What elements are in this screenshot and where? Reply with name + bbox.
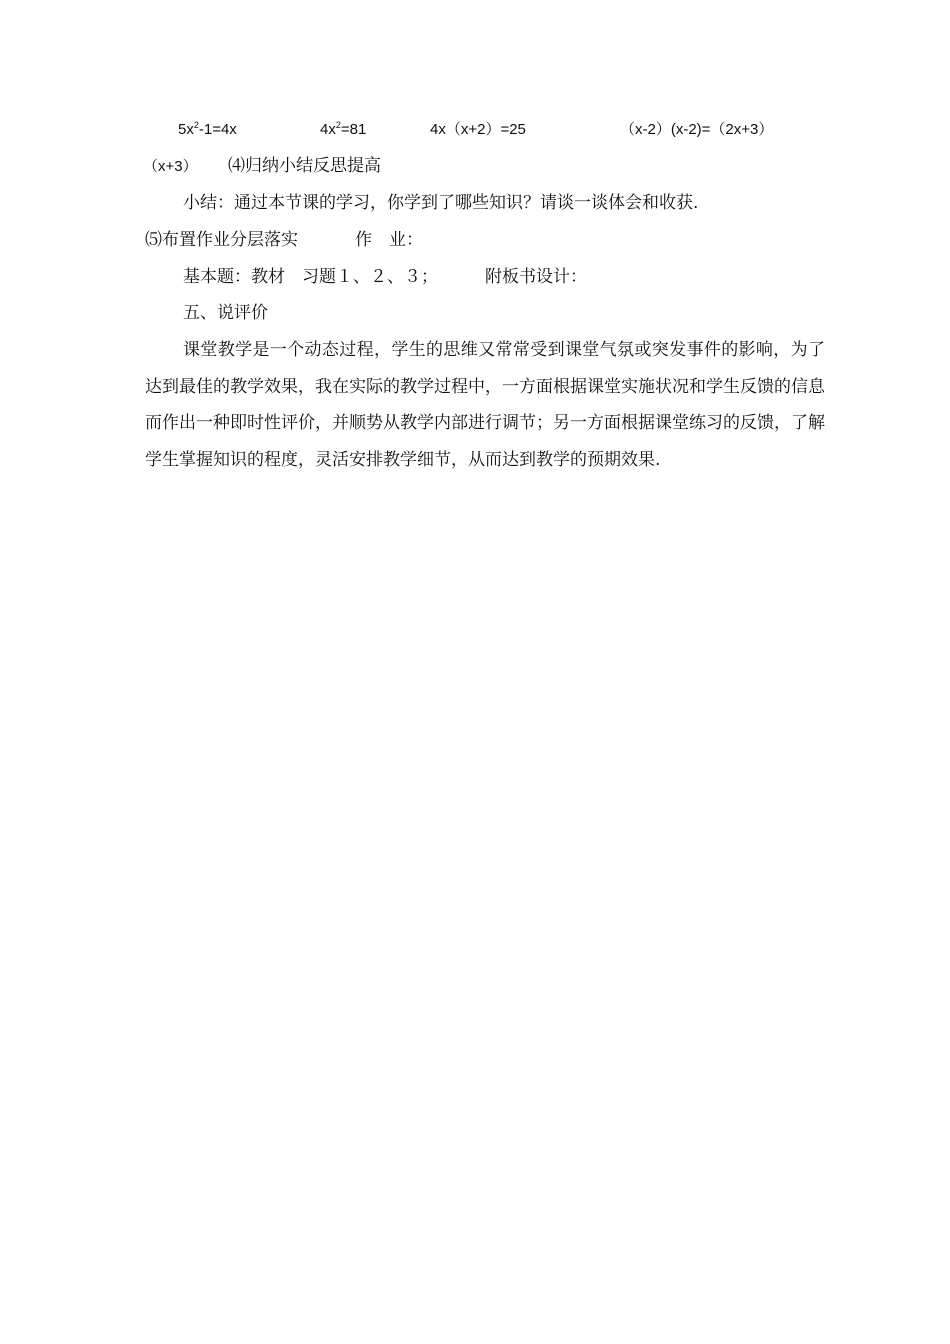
equation-2-exponent: 2 — [335, 120, 341, 130]
evaluation-paragraph: 课堂教学是一个动态过程，学生的思维又常常受到课堂气氛或突发事件的影响，为了达到最佳的教学效果，我在实际的教学过程中，一方面根据课堂实施状况和学生反馈的信息而作出一种即时性评价，并顺势从教学内部进行调节；另一方面根据课堂练习的反馈，了解学生掌握知识的程度，灵活安排教学细节，从而达到教学的预期效果. — [145, 340, 825, 470]
step5-heading: ⑸布置作业分层落实 — [145, 230, 298, 250]
basic-tasks: 基本题：教材 习题１、２、３； — [183, 267, 438, 287]
board-design-label: 附板书设计： — [485, 267, 587, 287]
equation-4: （x-2）(x-2)=（2x+3） — [620, 121, 774, 138]
equation-1-base: 5x — [178, 121, 194, 138]
summary-text: 小结：通过本节课的学习，你学到了哪些知识？请谈一谈体会和收获. — [183, 193, 699, 213]
step4-heading: ⑷归纳小结反思提高 — [228, 156, 381, 176]
equation-1-exponent: 2 — [193, 120, 199, 130]
equation-1 — [178, 118, 237, 142]
equation-4-continuation: （x+3） — [143, 158, 198, 175]
equation-2 — [320, 118, 366, 142]
equation-1-rest: -1=4x — [198, 121, 237, 138]
homework-label: 作 业： — [355, 230, 423, 250]
equation-2-base: 4x — [320, 121, 336, 138]
equation-3: 4x（x+2）=25 — [430, 121, 526, 138]
section-5-title: 五、说评价 — [183, 303, 268, 323]
equation-2-rest: =81 — [340, 121, 367, 138]
